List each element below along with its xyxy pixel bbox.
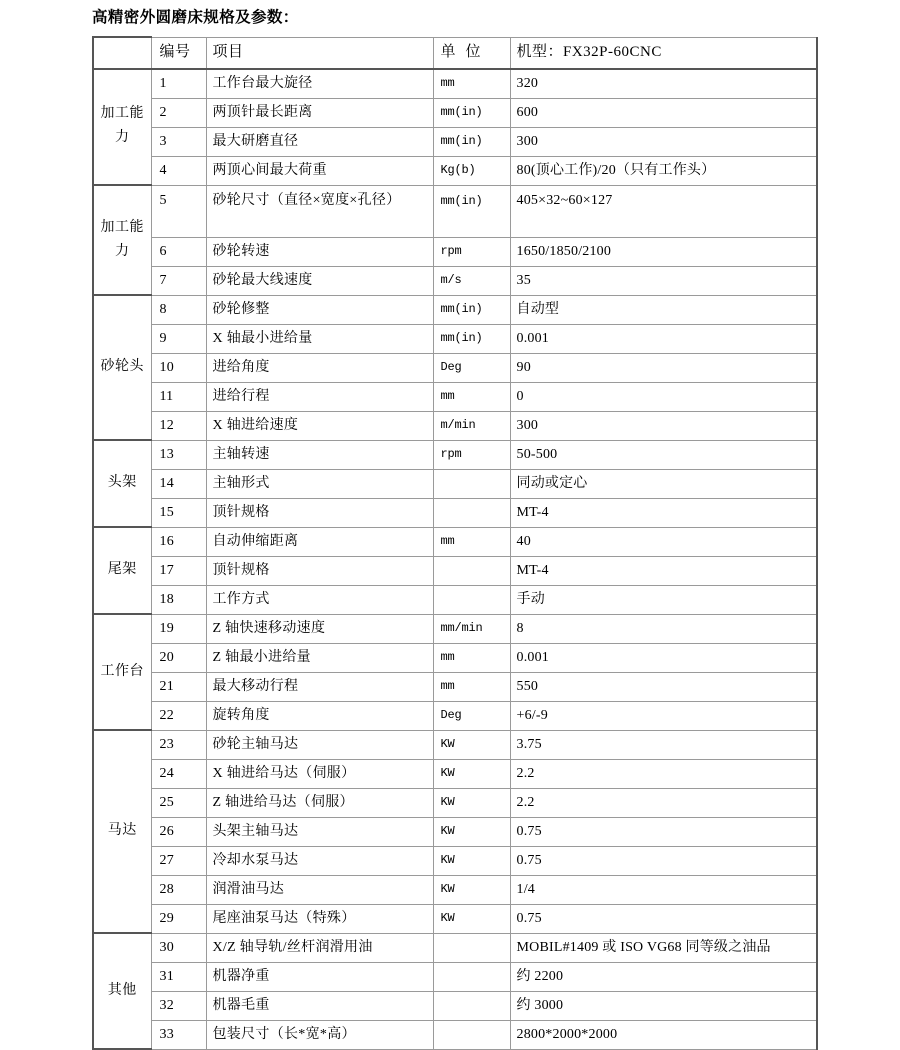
cell-no: 29 [151, 904, 206, 933]
cell-item: Z 轴进给马达（伺服） [206, 788, 433, 817]
cell-unit: mm [433, 643, 510, 672]
table-row [93, 875, 817, 904]
table-row [93, 237, 817, 266]
cell-item: 进给角度 [206, 353, 433, 382]
table-row [93, 701, 817, 730]
cell-unit [433, 1020, 510, 1049]
specification-table [92, 36, 818, 1050]
cell-value: 约 3000 [510, 991, 817, 1020]
cell-value: 600 [510, 98, 817, 127]
cell-item: 两顶心间最大荷重 [206, 156, 433, 185]
cell-no: 27 [151, 846, 206, 875]
cell-value: 50-500 [510, 440, 817, 469]
cell-unit [433, 469, 510, 498]
group-label-cell: 加工能力 [93, 185, 151, 295]
cell-no: 18 [151, 585, 206, 614]
table-row [93, 788, 817, 817]
cell-no: 4 [151, 156, 206, 185]
cell-no: 21 [151, 672, 206, 701]
table-header-row [93, 37, 817, 69]
table-row [93, 585, 817, 614]
cell-no: 26 [151, 817, 206, 846]
cell-unit: mm(in) [433, 324, 510, 353]
cell-unit: mm(in) [433, 185, 510, 237]
table-body [93, 37, 817, 1049]
cell-value: 90 [510, 353, 817, 382]
cell-value: 550 [510, 672, 817, 701]
cell-value: 0.001 [510, 643, 817, 672]
cell-unit [433, 933, 510, 962]
cell-item: Z 轴最小进给量 [206, 643, 433, 672]
cell-no: 1 [151, 69, 206, 99]
cell-value: 2800*2000*2000 [510, 1020, 817, 1049]
cell-item: 尾座油泵马达（特殊） [206, 904, 433, 933]
table-row [93, 353, 817, 382]
cell-item: 机器毛重 [206, 991, 433, 1020]
cell-unit: KW [433, 875, 510, 904]
cell-value: 同动或定心 [510, 469, 817, 498]
cell-item: 包装尺寸（长*宽*高） [206, 1020, 433, 1049]
cell-unit: mm [433, 69, 510, 99]
cell-no: 25 [151, 788, 206, 817]
cell-value: 320 [510, 69, 817, 99]
table-row [93, 266, 817, 295]
cell-unit: KW [433, 730, 510, 759]
cell-item: X 轴进给速度 [206, 411, 433, 440]
cell-unit: KW [433, 904, 510, 933]
table-row [93, 846, 817, 875]
cell-item: 顶针规格 [206, 498, 433, 527]
table-row [93, 556, 817, 585]
cell-unit: Deg [433, 353, 510, 382]
cell-item: X/Z 轴导轨/丝杆润滑用油 [206, 933, 433, 962]
cell-value: 2.2 [510, 788, 817, 817]
table-row [93, 498, 817, 527]
cell-item: 头架主轴马达 [206, 817, 433, 846]
cell-unit: mm [433, 527, 510, 556]
table-row [93, 469, 817, 498]
cell-no: 24 [151, 759, 206, 788]
cell-value: +6/-9 [510, 701, 817, 730]
header-cell-group [93, 37, 151, 69]
cell-item: 两顶针最长距离 [206, 98, 433, 127]
group-label-cell: 工作台 [93, 614, 151, 730]
cell-unit: mm(in) [433, 295, 510, 324]
page-title: 高精密外圆磨床规格及参数： [92, 9, 299, 26]
table-row [93, 643, 817, 672]
cell-item: 砂轮转速 [206, 237, 433, 266]
cell-unit: mm [433, 672, 510, 701]
cell-unit [433, 962, 510, 991]
cell-item: 冷却水泵马达 [206, 846, 433, 875]
cell-item: 润滑油马达 [206, 875, 433, 904]
cell-unit: rpm [433, 237, 510, 266]
cell-item: 工作方式 [206, 585, 433, 614]
cell-no: 30 [151, 933, 206, 962]
cell-unit [433, 498, 510, 527]
cell-no: 15 [151, 498, 206, 527]
cell-value: 1/4 [510, 875, 817, 904]
cell-value: 2.2 [510, 759, 817, 788]
cell-value: 0.001 [510, 324, 817, 353]
cell-no: 3 [151, 127, 206, 156]
table-row [93, 614, 817, 643]
cell-unit: m/s [433, 266, 510, 295]
cell-value: 手动 [510, 585, 817, 614]
cell-unit: KW [433, 788, 510, 817]
cell-unit: mm(in) [433, 98, 510, 127]
cell-value: 约 2200 [510, 962, 817, 991]
cell-no: 9 [151, 324, 206, 353]
cell-item: 工作台最大旋径 [206, 69, 433, 99]
cell-item: Z 轴快速移动速度 [206, 614, 433, 643]
table-row [93, 730, 817, 759]
cell-value: MOBIL#1409 或 ISO VG68 同等级之油品 [510, 933, 817, 962]
table-row [93, 295, 817, 324]
cell-unit: mm/min [433, 614, 510, 643]
cell-item: 旋转角度 [206, 701, 433, 730]
cell-value: 自动型 [510, 295, 817, 324]
cell-item: X 轴进给马达（伺服） [206, 759, 433, 788]
cell-no: 13 [151, 440, 206, 469]
table-row [93, 185, 817, 237]
cell-value: 40 [510, 527, 817, 556]
group-label-cell: 尾架 [93, 527, 151, 614]
cell-unit: mm [433, 382, 510, 411]
cell-no: 6 [151, 237, 206, 266]
cell-no: 31 [151, 962, 206, 991]
cell-item: 最大研磨直径 [206, 127, 433, 156]
cell-value: 300 [510, 411, 817, 440]
cell-item: 自动伸缩距离 [206, 527, 433, 556]
header-cell-no: 编号 [151, 37, 206, 69]
table-row [93, 527, 817, 556]
table-row [93, 98, 817, 127]
cell-no: 23 [151, 730, 206, 759]
table-row [93, 382, 817, 411]
cell-unit: KW [433, 817, 510, 846]
cell-item: 主轴形式 [206, 469, 433, 498]
cell-value: 3.75 [510, 730, 817, 759]
cell-no: 32 [151, 991, 206, 1020]
table-row [93, 127, 817, 156]
table-row [93, 324, 817, 353]
cell-value: 300 [510, 127, 817, 156]
table-row [93, 411, 817, 440]
cell-item: 砂轮尺寸（直径×宽度×孔径） [206, 185, 433, 237]
cell-item: 进给行程 [206, 382, 433, 411]
table-row [93, 933, 817, 962]
header-cell-item: 项目 [206, 37, 433, 69]
cell-unit [433, 585, 510, 614]
cell-no: 7 [151, 266, 206, 295]
group-label-cell: 加工能力 [93, 69, 151, 186]
cell-no: 14 [151, 469, 206, 498]
cell-item: 砂轮修整 [206, 295, 433, 324]
cell-value: 35 [510, 266, 817, 295]
table-row [93, 1020, 817, 1049]
table-row [93, 759, 817, 788]
table-row [93, 904, 817, 933]
cell-no: 2 [151, 98, 206, 127]
group-label-cell: 其他 [93, 933, 151, 1049]
header-cell-value: 机型：FX32P-60CNC [510, 37, 817, 69]
cell-item: 顶针规格 [206, 556, 433, 585]
table-row [93, 991, 817, 1020]
table-row [93, 817, 817, 846]
cell-value: 8 [510, 614, 817, 643]
cell-item: 最大移动行程 [206, 672, 433, 701]
cell-value: 405×32~60×127 [510, 185, 817, 237]
cell-no: 17 [151, 556, 206, 585]
cell-unit: mm(in) [433, 127, 510, 156]
cell-value: 0.75 [510, 817, 817, 846]
cell-no: 12 [151, 411, 206, 440]
group-label-cell: 马达 [93, 730, 151, 933]
cell-no: 10 [151, 353, 206, 382]
cell-unit: KW [433, 759, 510, 788]
cell-no: 20 [151, 643, 206, 672]
header-cell-unit: 单 位 [433, 37, 510, 69]
cell-item: 主轴转速 [206, 440, 433, 469]
cell-no: 11 [151, 382, 206, 411]
cell-no: 19 [151, 614, 206, 643]
cell-no: 33 [151, 1020, 206, 1049]
table-row [93, 440, 817, 469]
cell-unit: rpm [433, 440, 510, 469]
cell-value: 80(顶心工作)/20（只有工作头） [510, 156, 817, 185]
cell-no: 8 [151, 295, 206, 324]
cell-item: 砂轮主轴马达 [206, 730, 433, 759]
cell-no: 28 [151, 875, 206, 904]
cell-value: MT-4 [510, 556, 817, 585]
table-row [93, 69, 817, 99]
cell-value: 0.75 [510, 846, 817, 875]
cell-no: 16 [151, 527, 206, 556]
group-label-cell: 头架 [93, 440, 151, 527]
cell-value: 0 [510, 382, 817, 411]
cell-no: 5 [151, 185, 206, 237]
cell-unit: Kg(b) [433, 156, 510, 185]
cell-unit [433, 556, 510, 585]
cell-value: MT-4 [510, 498, 817, 527]
table-row [93, 672, 817, 701]
table-row [93, 962, 817, 991]
cell-unit: Deg [433, 701, 510, 730]
cell-unit: m/min [433, 411, 510, 440]
cell-value: 0.75 [510, 904, 817, 933]
cell-unit: KW [433, 846, 510, 875]
cell-item: 机器净重 [206, 962, 433, 991]
cell-no: 22 [151, 701, 206, 730]
cell-item: X 轴最小进给量 [206, 324, 433, 353]
cell-item: 砂轮最大线速度 [206, 266, 433, 295]
table-row [93, 156, 817, 185]
cell-unit [433, 991, 510, 1020]
cell-value: 1650/1850/2100 [510, 237, 817, 266]
group-label-cell: 砂轮头 [93, 295, 151, 440]
